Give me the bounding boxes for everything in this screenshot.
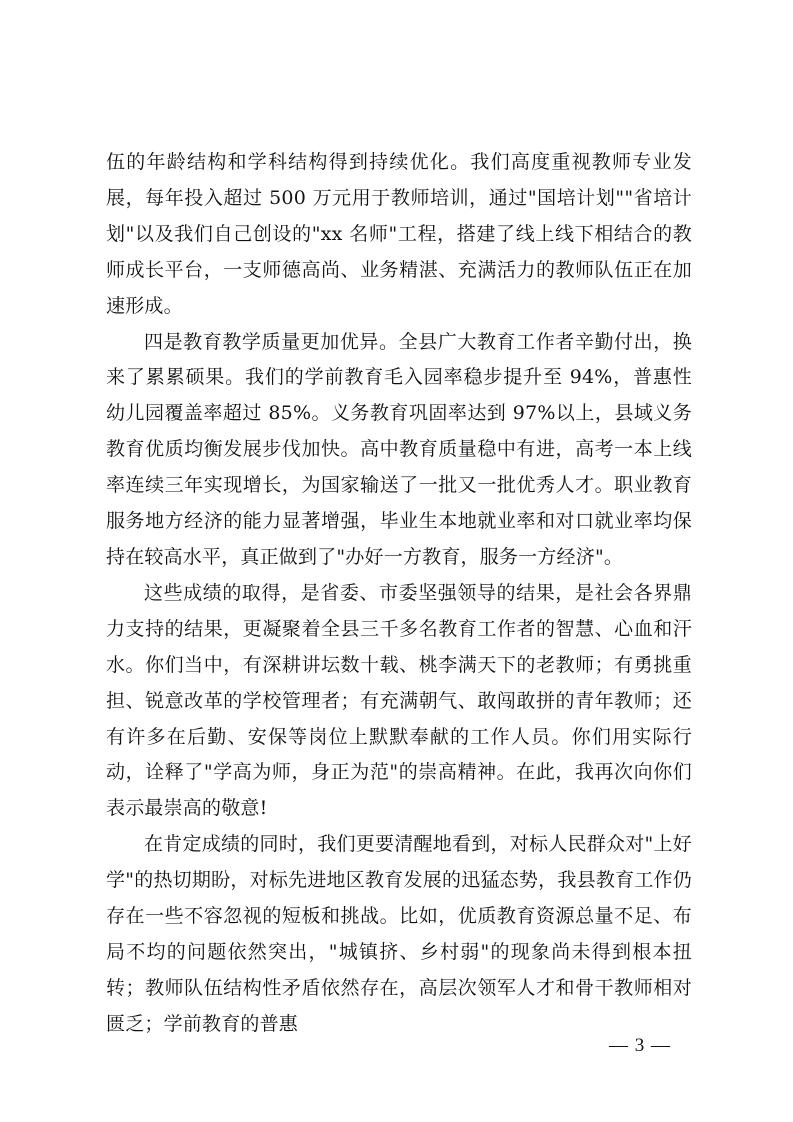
paragraph-challenges: 在肯定成绩的同时，我们更要清醒地看到，对标人民群众对"上好学"的热切期盼，对标先进地区教育发展的迅猛态势，我县教育工作仍存在一些不容忽视的短板和挑战。比如，优质教育资源总量不足、布局不均的问题依然突出，"城镇挤、乡村弱"的现象尚未得到根本扭转；教师队伍结构性矛盾依然存在，高层次领军人才和骨干教师相对匮乏；学前教育的普惠: [106, 833, 692, 1035]
paragraph-continuation: 伍的年龄结构和学科结构得到持续优化。我们高度重视教师专业发展，每年投入超过 500 万元用于教师培训，通过"国培计划""省培计划"以及我们自己创设的"xx 名师"工程，搭建了线上线下相结合的教师成长平台，一支师德高尚、业务精湛、充满活力的教师队伍正在加速形成。: [106, 151, 692, 317]
page-number: — 3 —: [609, 1035, 671, 1056]
paragraph-education-quality: 四是教育教学质量更加优异。全县广大教育工作者辛勤付出，换来了累累硕果。我们的学前教育毛入园率稳步提升至 94%，普惠性幼儿园覆盖率超过 85%。义务教育巩固率达到 97%以上，县域义务教育优质均衡发展步伐加快。高中教育质量稳中有进，高考一本上线率连续三年实现增长，为国家输送了一批又一批优秀人才。职业教育服务地方经济的能力显著增强，毕业生本地就业率和对口就业率均保持在较高水平，真正做到了"办好一方教育，服务一方经济"。: [106, 330, 692, 568]
body-text: [106, 145, 692, 1043]
paragraph-achievements-thanks: 这些成绩的取得，是省委、市委坚强领导的结果，是社会各界鼎力支持的结果，更凝聚着全县三千多名教育工作者的智慧、心血和汗水。你们当中，有深耕讲坛数十载、桃李满天下的老教师；有勇挑重担、锐意改革的学校管理者；有充满朝气、敢闯敢拼的青年教师；还有许多在后勤、安保等岗位上默默奉献的工作人员。你们用实际行动，诠释了"学高为师，身正为范"的崇高精神。在此，我再次向你们表示最崇高的敬意!: [106, 581, 692, 820]
